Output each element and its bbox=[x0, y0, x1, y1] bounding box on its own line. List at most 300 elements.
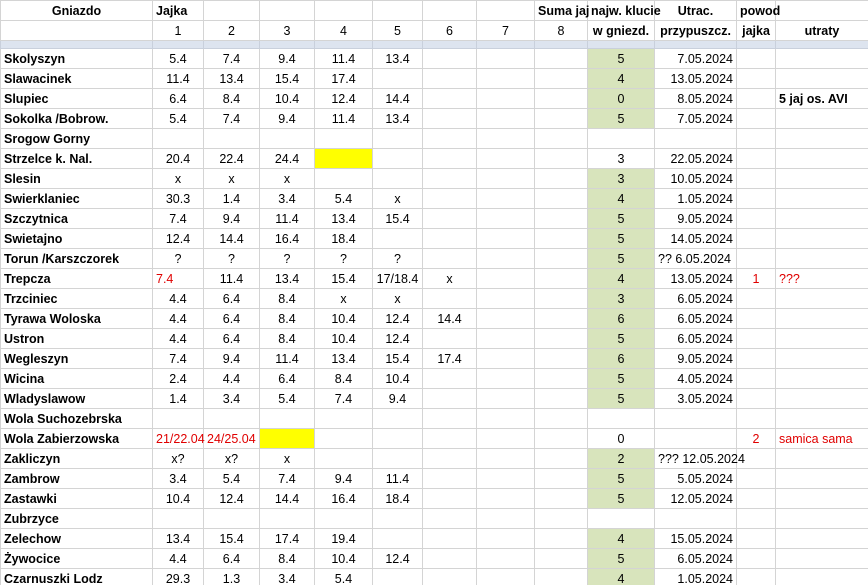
egg-2-cell[interactable]: 15.4 bbox=[204, 529, 260, 549]
lost-eggs-cell[interactable] bbox=[737, 289, 776, 309]
nest-name-cell[interactable]: Zakliczyn bbox=[1, 449, 153, 469]
hatch-date-cell[interactable]: 13.05.2024 bbox=[655, 69, 737, 89]
egg-sum-cell[interactable]: 4 bbox=[588, 529, 655, 549]
egg-5-cell[interactable]: 17/18.4 bbox=[373, 269, 423, 289]
egg-6-cell[interactable] bbox=[423, 69, 477, 89]
egg-5-cell[interactable]: 10.4 bbox=[373, 369, 423, 389]
egg-8-cell[interactable] bbox=[535, 329, 588, 349]
egg-6-cell[interactable] bbox=[423, 509, 477, 529]
hatch-date-cell[interactable]: 4.05.2024 bbox=[655, 369, 737, 389]
egg-1-cell[interactable] bbox=[153, 129, 204, 149]
egg-1-cell[interactable]: 11.4 bbox=[153, 69, 204, 89]
lost-eggs-cell[interactable] bbox=[737, 89, 776, 109]
egg-4-cell[interactable]: 13.4 bbox=[315, 209, 373, 229]
lost-eggs-cell[interactable] bbox=[737, 149, 776, 169]
lost-eggs-cell[interactable] bbox=[737, 509, 776, 529]
egg-5-cell[interactable]: 9.4 bbox=[373, 389, 423, 409]
nest-name-cell[interactable]: Czarnuszki Lodz bbox=[1, 569, 153, 585]
egg-2-cell[interactable]: 4.4 bbox=[204, 369, 260, 389]
egg-6-cell[interactable] bbox=[423, 429, 477, 449]
egg-sum-cell[interactable]: 5 bbox=[588, 229, 655, 249]
egg-8-cell[interactable] bbox=[535, 529, 588, 549]
egg-1-cell[interactable]: 13.4 bbox=[153, 529, 204, 549]
egg-1-cell[interactable]: 6.4 bbox=[153, 89, 204, 109]
egg-6-cell[interactable] bbox=[423, 409, 477, 429]
egg-1-cell[interactable]: 7.4 bbox=[153, 209, 204, 229]
egg-4-cell[interactable] bbox=[315, 409, 373, 429]
loss-reason-cell[interactable] bbox=[776, 149, 868, 169]
egg-3-cell[interactable]: 16.4 bbox=[260, 229, 315, 249]
lost-eggs-cell[interactable] bbox=[737, 409, 776, 429]
egg-sum-cell[interactable]: 4 bbox=[588, 269, 655, 289]
egg-1-cell[interactable] bbox=[153, 509, 204, 529]
egg-sum-cell[interactable]: 6 bbox=[588, 309, 655, 329]
egg-7-cell[interactable] bbox=[477, 109, 535, 129]
loss-reason-cell[interactable] bbox=[776, 369, 868, 389]
loss-reason-cell[interactable] bbox=[776, 289, 868, 309]
hatch-date-cell[interactable]: 7.05.2024 bbox=[655, 49, 737, 69]
nest-name-cell[interactable]: Wicina bbox=[1, 369, 153, 389]
lost-eggs-cell[interactable] bbox=[737, 129, 776, 149]
egg-5-cell[interactable]: 11.4 bbox=[373, 469, 423, 489]
egg-8-cell[interactable] bbox=[535, 229, 588, 249]
lost-eggs-cell[interactable] bbox=[737, 189, 776, 209]
egg-2-cell[interactable]: 3.4 bbox=[204, 389, 260, 409]
lost-eggs-cell[interactable]: 1 bbox=[737, 269, 776, 289]
egg-number-1[interactable]: 1 bbox=[153, 21, 204, 41]
egg-6-cell[interactable]: 14.4 bbox=[423, 309, 477, 329]
loss-reason-cell[interactable] bbox=[776, 309, 868, 329]
egg-8-cell[interactable] bbox=[535, 429, 588, 449]
egg-4-cell[interactable]: 5.4 bbox=[315, 189, 373, 209]
egg-6-cell[interactable] bbox=[423, 169, 477, 189]
egg-sum-cell[interactable]: 3 bbox=[588, 289, 655, 309]
egg-7-cell[interactable] bbox=[477, 449, 535, 469]
egg-6-cell[interactable] bbox=[423, 209, 477, 229]
loss-reason-cell[interactable] bbox=[776, 529, 868, 549]
loss-reason-cell[interactable] bbox=[776, 49, 868, 69]
egg-4-cell[interactable] bbox=[315, 509, 373, 529]
egg-8-cell[interactable] bbox=[535, 109, 588, 129]
egg-8-cell[interactable] bbox=[535, 469, 588, 489]
egg-5-cell[interactable] bbox=[373, 569, 423, 585]
egg-2-cell[interactable]: 14.4 bbox=[204, 229, 260, 249]
egg-4-cell[interactable]: 15.4 bbox=[315, 269, 373, 289]
egg-6-cell[interactable] bbox=[423, 229, 477, 249]
lost-eggs-cell[interactable] bbox=[737, 469, 776, 489]
loss-reason-cell[interactable]: 5 jaj os. AVI bbox=[776, 89, 868, 109]
egg-7-cell[interactable] bbox=[477, 89, 535, 109]
hatch-date-cell[interactable] bbox=[655, 129, 737, 149]
hatch-date-cell[interactable]: 10.05.2024 bbox=[655, 169, 737, 189]
egg-2-cell[interactable]: 9.4 bbox=[204, 209, 260, 229]
egg-8-cell[interactable] bbox=[535, 149, 588, 169]
egg-2-cell[interactable]: 6.4 bbox=[204, 329, 260, 349]
lost-eggs-cell[interactable] bbox=[737, 369, 776, 389]
egg-7-cell[interactable] bbox=[477, 389, 535, 409]
egg-number-6[interactable]: 6 bbox=[423, 21, 477, 41]
egg-2-cell[interactable]: 8.4 bbox=[204, 89, 260, 109]
egg-1-cell[interactable]: 7.4 bbox=[153, 349, 204, 369]
egg-sum-cell[interactable] bbox=[588, 409, 655, 429]
egg-6-cell[interactable] bbox=[423, 109, 477, 129]
egg-2-cell[interactable]: 22.4 bbox=[204, 149, 260, 169]
hatch-date-cell[interactable]: 6.05.2024 bbox=[655, 549, 737, 569]
nest-name-cell[interactable]: Slesin bbox=[1, 169, 153, 189]
nest-name-cell[interactable]: Slawacinek bbox=[1, 69, 153, 89]
egg-sum-cell[interactable] bbox=[588, 509, 655, 529]
hatch-date-cell[interactable]: ?? 6.05.2024 bbox=[655, 249, 737, 269]
egg-2-cell[interactable] bbox=[204, 129, 260, 149]
egg-1-cell[interactable] bbox=[153, 409, 204, 429]
nest-name-cell[interactable]: Wola Zabierzowska bbox=[1, 429, 153, 449]
hatch-date-cell[interactable]: 14.05.2024 bbox=[655, 229, 737, 249]
egg-3-cell[interactable]: 8.4 bbox=[260, 549, 315, 569]
egg-3-cell[interactable]: x bbox=[260, 169, 315, 189]
lost-eggs-cell[interactable] bbox=[737, 389, 776, 409]
egg-sum-cell[interactable]: 5 bbox=[588, 329, 655, 349]
egg-1-cell[interactable]: 30.3 bbox=[153, 189, 204, 209]
egg-1-cell[interactable]: 10.4 bbox=[153, 489, 204, 509]
loss-reason-cell[interactable] bbox=[776, 349, 868, 369]
egg-7-cell[interactable] bbox=[477, 429, 535, 449]
egg-4-cell[interactable]: ? bbox=[315, 249, 373, 269]
egg-5-cell[interactable] bbox=[373, 169, 423, 189]
egg-1-cell[interactable]: 20.4 bbox=[153, 149, 204, 169]
egg-2-cell[interactable]: x? bbox=[204, 449, 260, 469]
loss-reason-cell[interactable] bbox=[776, 509, 868, 529]
nest-name-cell[interactable]: Ustron bbox=[1, 329, 153, 349]
egg-3-cell[interactable] bbox=[260, 509, 315, 529]
hatch-date-cell[interactable]: 6.05.2024 bbox=[655, 309, 737, 329]
nest-name-cell[interactable]: Wladyslawow bbox=[1, 389, 153, 409]
egg-4-cell[interactable]: 9.4 bbox=[315, 469, 373, 489]
loss-reason-cell[interactable] bbox=[776, 209, 868, 229]
egg-sum-cell[interactable]: 5 bbox=[588, 249, 655, 269]
egg-8-cell[interactable] bbox=[535, 249, 588, 269]
egg-3-cell[interactable]: 14.4 bbox=[260, 489, 315, 509]
egg-sum-cell[interactable]: 2 bbox=[588, 449, 655, 469]
egg-5-cell[interactable]: 13.4 bbox=[373, 49, 423, 69]
egg-8-cell[interactable] bbox=[535, 369, 588, 389]
egg-4-cell[interactable] bbox=[315, 169, 373, 189]
nest-name-cell[interactable]: Trzciniec bbox=[1, 289, 153, 309]
egg-1-cell[interactable]: 4.4 bbox=[153, 309, 204, 329]
nest-name-cell[interactable]: Skolyszyn bbox=[1, 49, 153, 69]
egg-7-cell[interactable] bbox=[477, 189, 535, 209]
egg-4-cell[interactable] bbox=[315, 429, 373, 449]
col-header-eggs[interactable]: Jajka bbox=[153, 1, 204, 21]
egg-3-cell[interactable]: 11.4 bbox=[260, 349, 315, 369]
egg-4-cell[interactable]: 10.4 bbox=[315, 549, 373, 569]
egg-4-cell[interactable]: 10.4 bbox=[315, 309, 373, 329]
egg-2-cell[interactable]: 6.4 bbox=[204, 309, 260, 329]
egg-8-cell[interactable] bbox=[535, 309, 588, 329]
egg-2-cell[interactable]: 6.4 bbox=[204, 549, 260, 569]
egg-5-cell[interactable]: x bbox=[373, 189, 423, 209]
egg-5-cell[interactable]: 15.4 bbox=[373, 349, 423, 369]
egg-1-cell[interactable]: x? bbox=[153, 449, 204, 469]
nest-name-cell[interactable]: Zambrow bbox=[1, 469, 153, 489]
egg-4-cell[interactable] bbox=[315, 129, 373, 149]
egg-sum-cell[interactable]: 5 bbox=[588, 49, 655, 69]
lost-eggs-cell[interactable] bbox=[737, 49, 776, 69]
egg-3-cell[interactable] bbox=[260, 129, 315, 149]
egg-4-cell[interactable]: 11.4 bbox=[315, 49, 373, 69]
loss-reason-cell[interactable] bbox=[776, 129, 868, 149]
loss-reason-cell[interactable] bbox=[776, 189, 868, 209]
loss-reason-cell[interactable] bbox=[776, 409, 868, 429]
egg-3-cell[interactable]: 9.4 bbox=[260, 49, 315, 69]
egg-sum-cell[interactable]: 0 bbox=[588, 89, 655, 109]
loss-reason-cell[interactable] bbox=[776, 549, 868, 569]
egg-3-cell[interactable]: 11.4 bbox=[260, 209, 315, 229]
lost-eggs-cell[interactable] bbox=[737, 209, 776, 229]
egg-3-cell[interactable]: 3.4 bbox=[260, 569, 315, 585]
egg-sum-cell[interactable]: 3 bbox=[588, 169, 655, 189]
egg-8-cell[interactable] bbox=[535, 49, 588, 69]
egg-5-cell[interactable]: 18.4 bbox=[373, 489, 423, 509]
loss-reason-cell[interactable] bbox=[776, 389, 868, 409]
egg-4-cell[interactable]: 17.4 bbox=[315, 69, 373, 89]
egg-3-cell[interactable]: 9.4 bbox=[260, 109, 315, 129]
loss-reason-cell[interactable] bbox=[776, 169, 868, 189]
egg-number-7[interactable]: 7 bbox=[477, 21, 535, 41]
nest-name-cell[interactable]: Srogow Gorny bbox=[1, 129, 153, 149]
egg-2-cell[interactable]: 13.4 bbox=[204, 69, 260, 89]
egg-sum-cell[interactable]: 5 bbox=[588, 389, 655, 409]
egg-7-cell[interactable] bbox=[477, 129, 535, 149]
egg-number-3[interactable]: 3 bbox=[260, 21, 315, 41]
egg-sum-cell[interactable] bbox=[588, 129, 655, 149]
egg-4-cell[interactable]: 7.4 bbox=[315, 389, 373, 409]
egg-6-cell[interactable] bbox=[423, 89, 477, 109]
hatch-date-cell[interactable]: 13.05.2024 bbox=[655, 269, 737, 289]
lost-eggs-cell[interactable] bbox=[737, 549, 776, 569]
egg-2-cell[interactable]: 7.4 bbox=[204, 49, 260, 69]
egg-4-cell[interactable]: 13.4 bbox=[315, 349, 373, 369]
loss-reason-cell[interactable] bbox=[776, 69, 868, 89]
egg-5-cell[interactable]: ? bbox=[373, 249, 423, 269]
egg-6-cell[interactable] bbox=[423, 529, 477, 549]
lost-eggs-cell[interactable] bbox=[737, 529, 776, 549]
egg-5-cell[interactable] bbox=[373, 409, 423, 429]
egg-2-cell[interactable]: 5.4 bbox=[204, 469, 260, 489]
egg-1-cell[interactable]: 4.4 bbox=[153, 329, 204, 349]
col-header-hatch[interactable]: najw. klucie bbox=[588, 1, 655, 21]
egg-3-cell[interactable]: 5.4 bbox=[260, 389, 315, 409]
nest-name-cell[interactable]: Torun /Karszczorek bbox=[1, 249, 153, 269]
egg-7-cell[interactable] bbox=[477, 269, 535, 289]
egg-number-4[interactable]: 4 bbox=[315, 21, 373, 41]
egg-sum-cell[interactable]: 5 bbox=[588, 469, 655, 489]
col-header-hatch-2[interactable]: przypuszcz. bbox=[655, 21, 737, 41]
egg-5-cell[interactable] bbox=[373, 449, 423, 469]
egg-5-cell[interactable]: 12.4 bbox=[373, 549, 423, 569]
egg-2-cell[interactable]: 12.4 bbox=[204, 489, 260, 509]
lost-eggs-cell[interactable] bbox=[737, 349, 776, 369]
egg-3-cell[interactable]: 13.4 bbox=[260, 269, 315, 289]
lost-eggs-cell[interactable] bbox=[737, 69, 776, 89]
egg-5-cell[interactable] bbox=[373, 229, 423, 249]
egg-1-cell[interactable]: 5.4 bbox=[153, 109, 204, 129]
egg-3-cell[interactable] bbox=[260, 429, 315, 449]
egg-sum-cell[interactable]: 5 bbox=[588, 489, 655, 509]
egg-8-cell[interactable] bbox=[535, 549, 588, 569]
egg-3-cell[interactable]: 3.4 bbox=[260, 189, 315, 209]
egg-6-cell[interactable] bbox=[423, 369, 477, 389]
egg-2-cell[interactable]: 11.4 bbox=[204, 269, 260, 289]
hatch-date-cell[interactable]: 8.05.2024 bbox=[655, 89, 737, 109]
egg-6-cell[interactable]: x bbox=[423, 269, 477, 289]
egg-7-cell[interactable] bbox=[477, 329, 535, 349]
egg-1-cell[interactable]: 7.4 bbox=[153, 269, 204, 289]
hatch-date-cell[interactable] bbox=[655, 429, 737, 449]
egg-1-cell[interactable]: 5.4 bbox=[153, 49, 204, 69]
egg-sum-cell[interactable]: 4 bbox=[588, 69, 655, 89]
nest-name-cell[interactable]: Sokolka /Bobrow. bbox=[1, 109, 153, 129]
hatch-date-cell[interactable] bbox=[655, 409, 737, 429]
hatch-date-cell[interactable]: 5.05.2024 bbox=[655, 469, 737, 489]
egg-5-cell[interactable]: 13.4 bbox=[373, 109, 423, 129]
egg-sum-cell[interactable]: 4 bbox=[588, 189, 655, 209]
egg-8-cell[interactable] bbox=[535, 89, 588, 109]
egg-7-cell[interactable] bbox=[477, 149, 535, 169]
egg-8-cell[interactable] bbox=[535, 189, 588, 209]
loss-reason-cell[interactable] bbox=[776, 109, 868, 129]
egg-1-cell[interactable]: 12.4 bbox=[153, 229, 204, 249]
egg-number-5[interactable]: 5 bbox=[373, 21, 423, 41]
lost-eggs-cell[interactable] bbox=[737, 309, 776, 329]
egg-2-cell[interactable]: 6.4 bbox=[204, 289, 260, 309]
nest-name-cell[interactable]: Wegleszyn bbox=[1, 349, 153, 369]
egg-7-cell[interactable] bbox=[477, 169, 535, 189]
hatch-date-cell[interactable]: 6.05.2024 bbox=[655, 289, 737, 309]
egg-4-cell[interactable]: 19.4 bbox=[315, 529, 373, 549]
egg-6-cell[interactable] bbox=[423, 129, 477, 149]
hatch-date-cell[interactable] bbox=[655, 509, 737, 529]
hatch-date-cell[interactable]: 3.05.2024 bbox=[655, 389, 737, 409]
egg-3-cell[interactable]: 8.4 bbox=[260, 309, 315, 329]
nest-name-cell[interactable]: Zastawki bbox=[1, 489, 153, 509]
egg-2-cell[interactable] bbox=[204, 509, 260, 529]
egg-1-cell[interactable]: ? bbox=[153, 249, 204, 269]
egg-6-cell[interactable] bbox=[423, 289, 477, 309]
egg-1-cell[interactable]: 2.4 bbox=[153, 369, 204, 389]
egg-1-cell[interactable]: 29.3 bbox=[153, 569, 204, 585]
egg-8-cell[interactable] bbox=[535, 269, 588, 289]
egg-7-cell[interactable] bbox=[477, 49, 535, 69]
egg-4-cell[interactable]: 10.4 bbox=[315, 329, 373, 349]
hatch-date-cell[interactable]: 12.05.2024 bbox=[655, 489, 737, 509]
egg-6-cell[interactable] bbox=[423, 449, 477, 469]
egg-6-cell[interactable] bbox=[423, 489, 477, 509]
nest-name-cell[interactable]: Wola Suchozebrska bbox=[1, 409, 153, 429]
egg-1-cell[interactable]: 4.4 bbox=[153, 289, 204, 309]
egg-4-cell[interactable]: 12.4 bbox=[315, 89, 373, 109]
egg-7-cell[interactable] bbox=[477, 349, 535, 369]
hatch-date-cell[interactable]: 1.05.2024 bbox=[655, 189, 737, 209]
col-header-reason[interactable]: powod bbox=[737, 1, 776, 21]
egg-3-cell[interactable]: 8.4 bbox=[260, 289, 315, 309]
egg-6-cell[interactable] bbox=[423, 569, 477, 585]
col-header-lost-2[interactable]: jajka bbox=[737, 21, 776, 41]
egg-number-2[interactable]: 2 bbox=[204, 21, 260, 41]
nest-name-cell[interactable]: Szczytnica bbox=[1, 209, 153, 229]
hatch-date-cell[interactable]: 9.05.2024 bbox=[655, 349, 737, 369]
hatch-date-cell[interactable]: 9.05.2024 bbox=[655, 209, 737, 229]
lost-eggs-cell[interactable]: 2 bbox=[737, 429, 776, 449]
lost-eggs-cell[interactable] bbox=[737, 569, 776, 585]
egg-6-cell[interactable] bbox=[423, 189, 477, 209]
nest-name-cell[interactable]: Slupiec bbox=[1, 89, 153, 109]
lost-eggs-cell[interactable] bbox=[737, 329, 776, 349]
egg-8-cell[interactable] bbox=[535, 209, 588, 229]
egg-6-cell[interactable] bbox=[423, 249, 477, 269]
egg-7-cell[interactable] bbox=[477, 549, 535, 569]
egg-sum-cell[interactable]: 3 bbox=[588, 149, 655, 169]
egg-sum-cell[interactable]: 5 bbox=[588, 369, 655, 389]
egg-3-cell[interactable]: ? bbox=[260, 249, 315, 269]
loss-reason-cell[interactable]: ??? bbox=[776, 269, 868, 289]
egg-7-cell[interactable] bbox=[477, 529, 535, 549]
egg-8-cell[interactable] bbox=[535, 449, 588, 469]
egg-2-cell[interactable]: 1.4 bbox=[204, 189, 260, 209]
egg-3-cell[interactable]: 8.4 bbox=[260, 329, 315, 349]
egg-5-cell[interactable] bbox=[373, 69, 423, 89]
egg-7-cell[interactable] bbox=[477, 509, 535, 529]
egg-2-cell[interactable]: 9.4 bbox=[204, 349, 260, 369]
loss-reason-cell[interactable] bbox=[776, 449, 868, 469]
egg-4-cell[interactable]: 11.4 bbox=[315, 109, 373, 129]
egg-7-cell[interactable] bbox=[477, 469, 535, 489]
egg-6-cell[interactable] bbox=[423, 49, 477, 69]
egg-3-cell[interactable]: 6.4 bbox=[260, 369, 315, 389]
egg-6-cell[interactable] bbox=[423, 469, 477, 489]
egg-2-cell[interactable]: x bbox=[204, 169, 260, 189]
lost-eggs-cell[interactable] bbox=[737, 169, 776, 189]
hatch-date-cell[interactable]: 1.05.2024 bbox=[655, 569, 737, 585]
egg-3-cell[interactable]: 7.4 bbox=[260, 469, 315, 489]
egg-2-cell[interactable] bbox=[204, 409, 260, 429]
egg-2-cell[interactable]: 7.4 bbox=[204, 109, 260, 129]
col-header-lost[interactable]: Utrac. bbox=[655, 1, 737, 21]
nest-name-cell[interactable]: Tyrawa Woloska bbox=[1, 309, 153, 329]
egg-4-cell[interactable] bbox=[315, 149, 373, 169]
egg-3-cell[interactable] bbox=[260, 409, 315, 429]
egg-1-cell[interactable]: 21/22.04 bbox=[153, 429, 204, 449]
hatch-date-cell[interactable]: ??? 12.05.2024 bbox=[655, 449, 737, 469]
col-header-reason-2[interactable]: utraty bbox=[776, 21, 868, 41]
egg-5-cell[interactable]: 15.4 bbox=[373, 209, 423, 229]
egg-8-cell[interactable] bbox=[535, 129, 588, 149]
nest-name-cell[interactable]: Zelechow bbox=[1, 529, 153, 549]
egg-1-cell[interactable]: 4.4 bbox=[153, 549, 204, 569]
col-header-sum-2[interactable]: w gniezd. bbox=[588, 21, 655, 41]
egg-5-cell[interactable] bbox=[373, 509, 423, 529]
lost-eggs-cell[interactable] bbox=[737, 489, 776, 509]
egg-6-cell[interactable] bbox=[423, 149, 477, 169]
nest-name-cell[interactable]: Swietajno bbox=[1, 229, 153, 249]
egg-6-cell[interactable]: 17.4 bbox=[423, 349, 477, 369]
egg-8-cell[interactable] bbox=[535, 569, 588, 585]
nest-name-cell[interactable]: Żywocice bbox=[1, 549, 153, 569]
egg-8-cell[interactable] bbox=[535, 409, 588, 429]
egg-2-cell[interactable]: 1.3 bbox=[204, 569, 260, 585]
egg-7-cell[interactable] bbox=[477, 289, 535, 309]
egg-5-cell[interactable]: 12.4 bbox=[373, 309, 423, 329]
egg-1-cell[interactable]: 3.4 bbox=[153, 469, 204, 489]
